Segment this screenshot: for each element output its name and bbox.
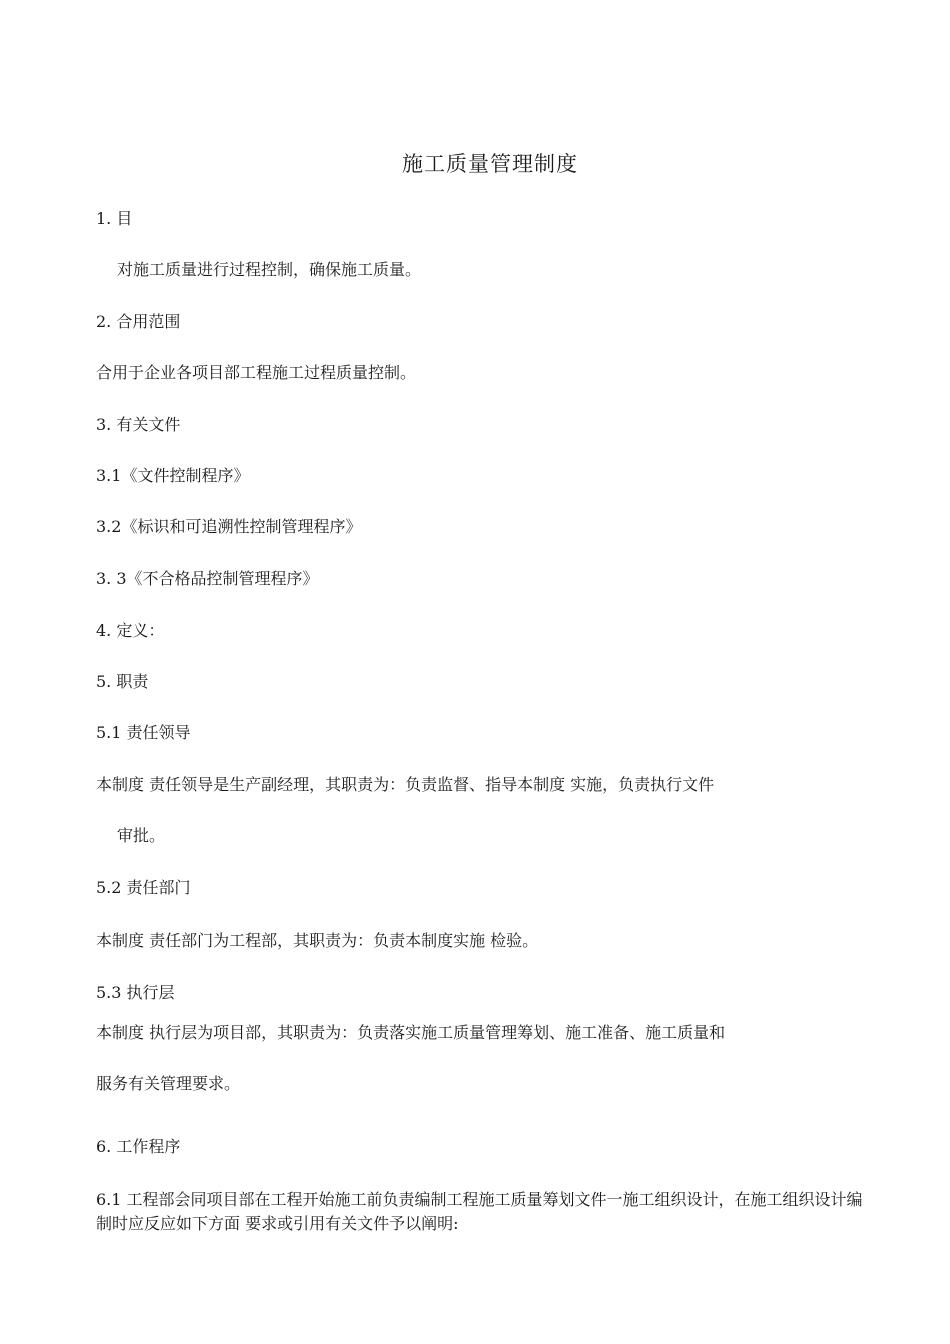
section-5-3-heading: 5.3 执行层	[96, 983, 175, 1002]
section-5-1-text-line2: 审批。	[117, 826, 166, 845]
section-5-1-text-line1: 本制度 责任领导是生产副经理，其职责为：负责监督、指导本制度 实施，负责执行文件	[96, 775, 715, 794]
section-5-3-text-line2: 服务有关管理要求。	[96, 1074, 241, 1093]
section-3-heading: 3. 有关文件	[96, 415, 181, 434]
section-4-heading: 4. 定义：	[96, 621, 165, 640]
section-3-2-item: 3.2《标识和可追溯性控制管理程序》	[96, 517, 362, 536]
section-6-heading: 6. 工作程序	[96, 1137, 181, 1156]
section-6-1-text: 6.1 工程部会同项目部在工程开始施工前负责编制工程施工质量筹划文件一施工组织设计，在施工组织设计编制时应反应如下方面 要求或引用有关文件予以阐明:	[96, 1190, 863, 1233]
section-5-2-text: 本制度 责任部门为工程部，其职责为：负责本制度实施 检验。	[96, 931, 539, 950]
section-2-heading: 2. 合用范围	[96, 312, 181, 331]
section-5-2-heading: 5.2 责任部门	[96, 878, 191, 897]
section-5-3-text-line1: 本制度 执行层为项目部，其职责为：负责落实施工质量管理筹划、施工准备、施工质量和	[96, 1023, 726, 1042]
section-2-text: 合用于企业各项目部工程施工过程质量控制。	[96, 363, 417, 382]
section-3-3-item: 3. 3《不合格品控制管理程序》	[96, 569, 319, 588]
section-1-text: 对施工质量进行过程控制，确保施工质量。	[117, 260, 422, 279]
section-1-heading: 1. 目	[96, 209, 133, 228]
document-title: 施工质量管理制度	[402, 152, 578, 176]
section-5-1-heading: 5.1 责任领导	[96, 723, 191, 742]
section-5-heading: 5. 职责	[96, 672, 149, 691]
section-3-1-item: 3.1《文件控制程序》	[96, 466, 250, 485]
